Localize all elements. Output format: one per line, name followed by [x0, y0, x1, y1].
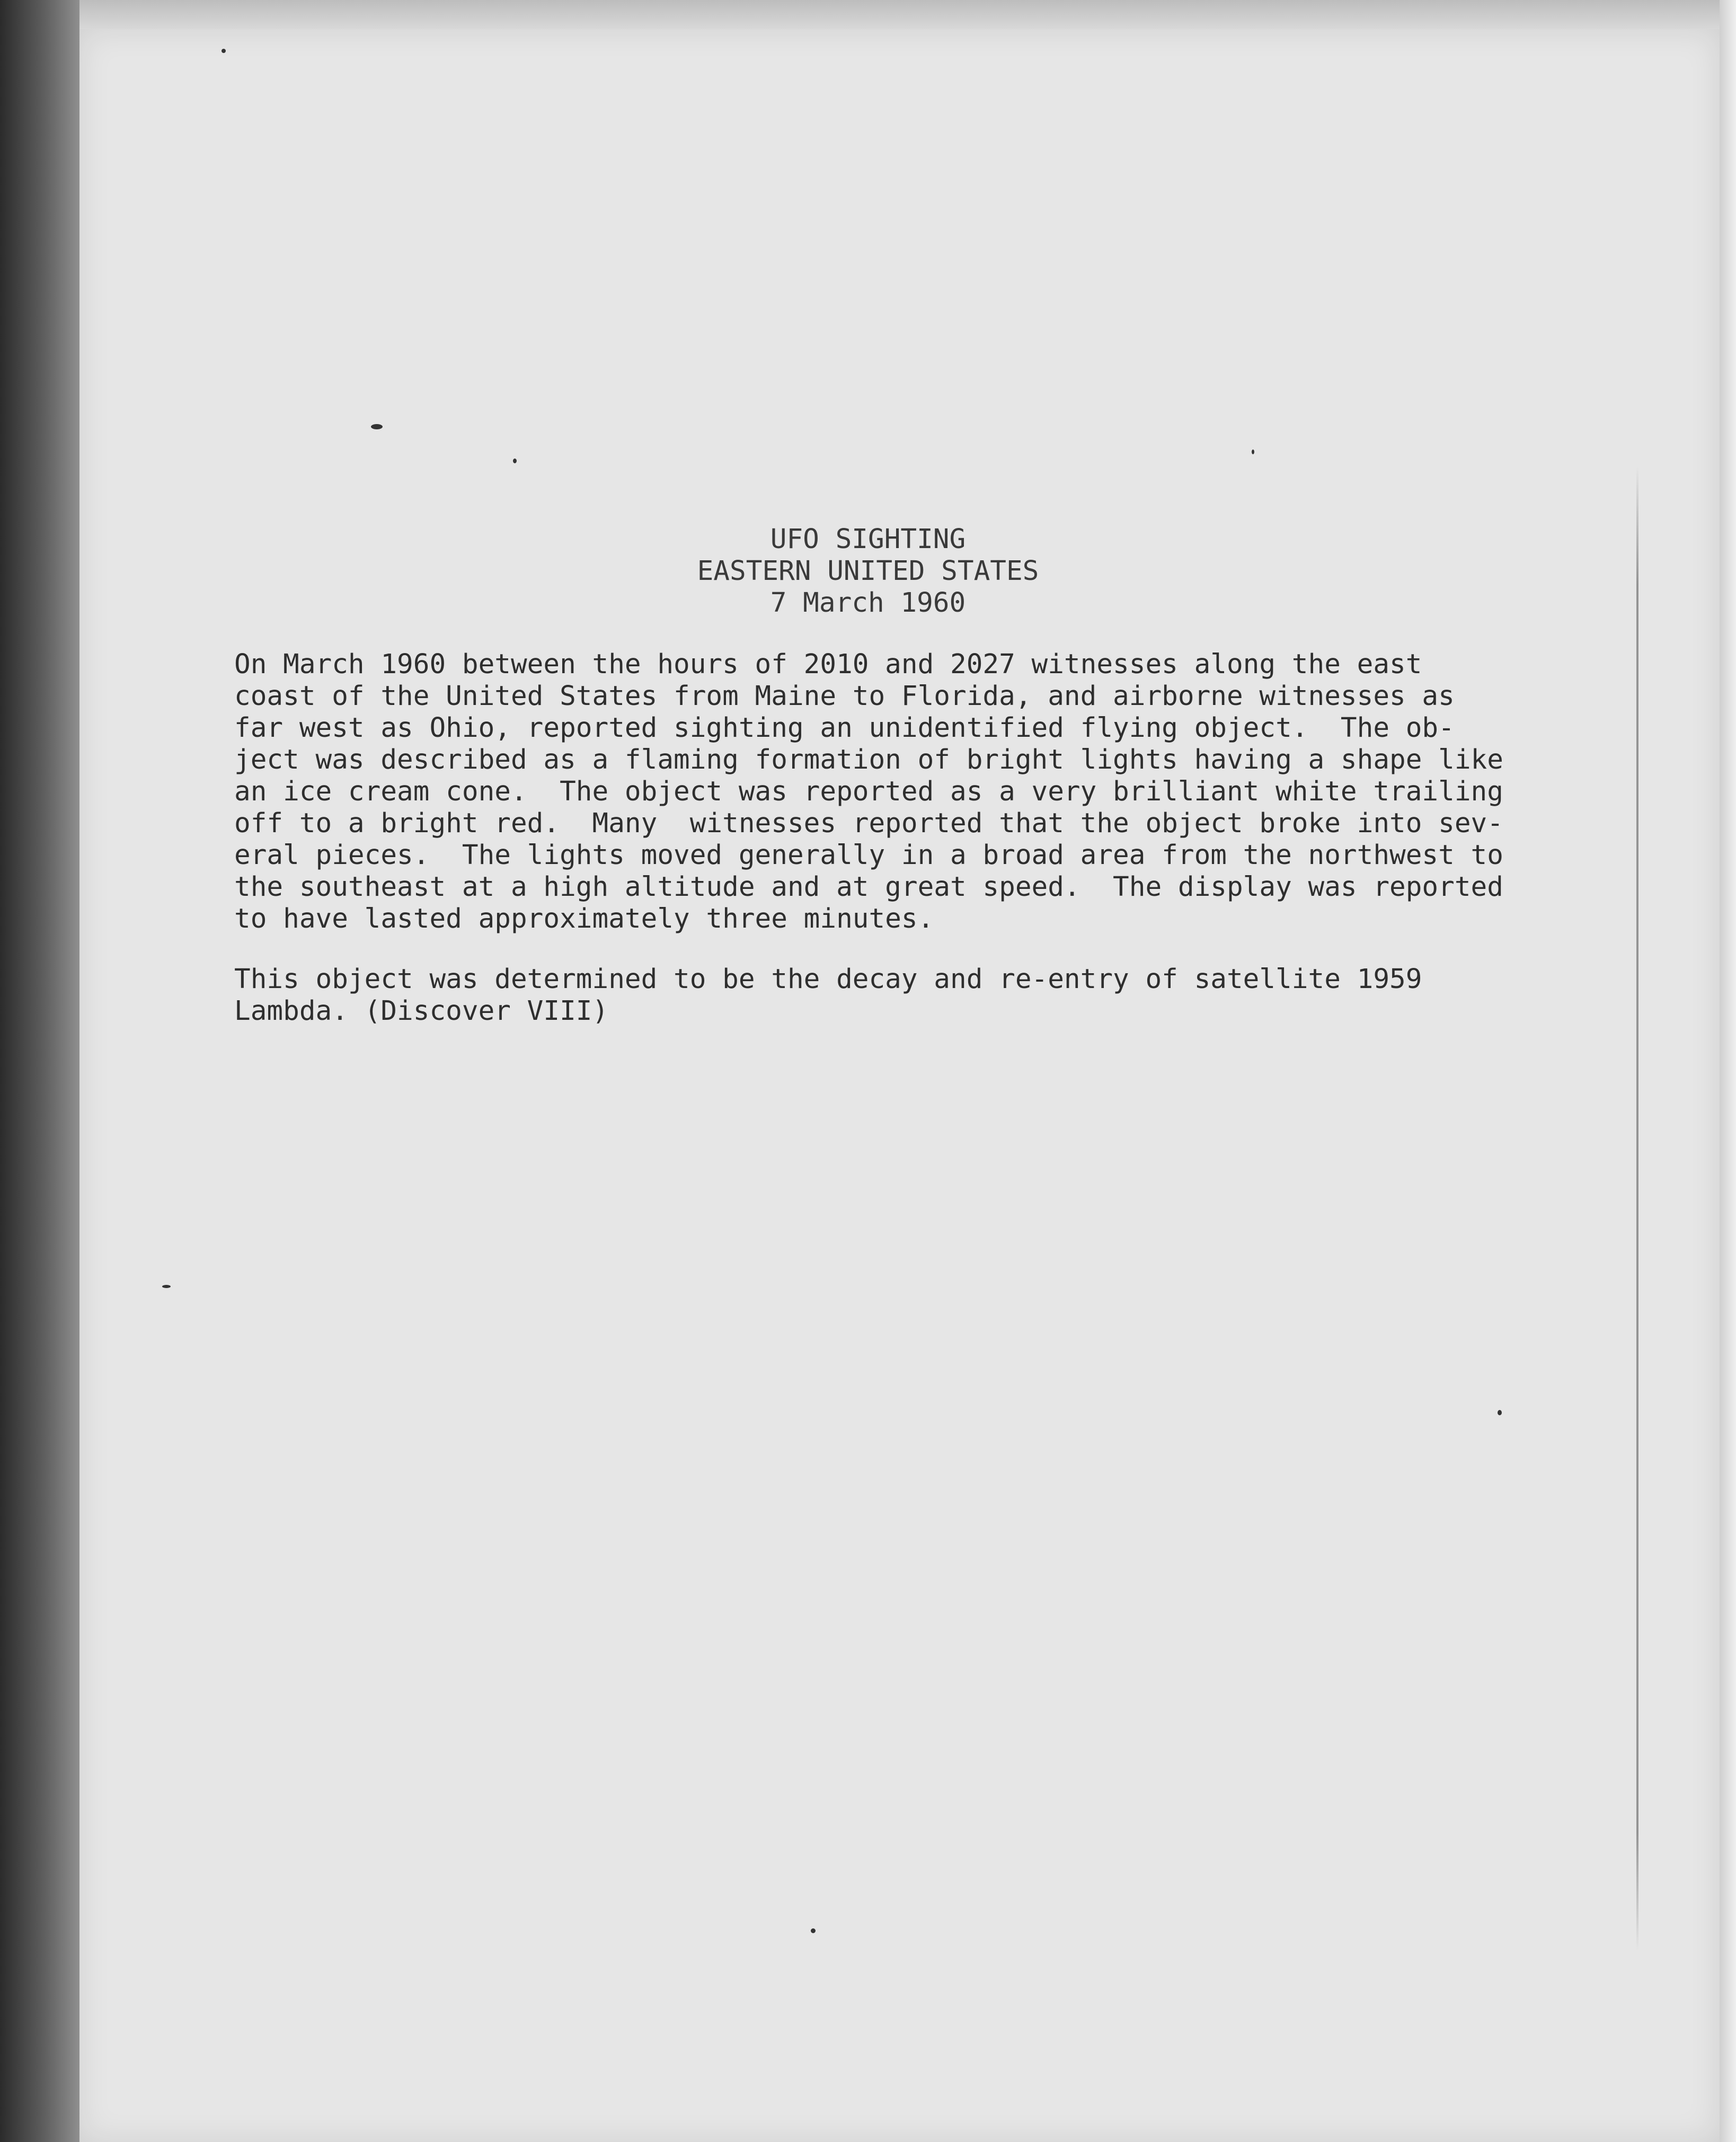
paper-fold-line: [1636, 466, 1638, 1951]
scan-right-border: [1720, 0, 1736, 2142]
scan-speck: [162, 1285, 171, 1288]
scan-speck: [1252, 449, 1254, 454]
paragraph-1-line: an ice cream cone. The object was reported as a very brilliant white trailing: [234, 776, 1503, 807]
paragraph-2-line: This object was determined to be the decay and re-entry of satellite 1959: [234, 964, 1422, 995]
paragraph-2-line: Lambda. (Discover VIII): [234, 995, 609, 1027]
scan-speck: [1498, 1410, 1502, 1415]
title-line-1: UFO SIGHTING: [770, 524, 966, 555]
title-line-3: 7 March 1960: [770, 587, 966, 619]
paragraph-1-line: the southeast at a high altitude and at great speed. The display was reported: [234, 871, 1503, 903]
scan-speck: [371, 424, 383, 429]
scan-speck: [513, 459, 517, 463]
paragraph-1-line: far west as Ohio, reported sighting an unidentified flying object. The ob-: [234, 712, 1455, 744]
paragraph-1-line: On March 1960 between the hours of 2010 and 2027 witnesses along the east: [234, 649, 1422, 680]
paragraph-1-line: ject was described as a flaming formation of bright lights having a shape like: [234, 744, 1503, 775]
scan-speck: [222, 49, 226, 53]
paragraph-1-line: eral pieces. The lights moved generally in a broad area from the northwest to: [234, 840, 1503, 871]
paper-sheet: [79, 29, 1720, 2142]
scan-left-border: [0, 0, 79, 2142]
paragraph-1-line: off to a bright red. Many witnesses reported that the object broke into sev-: [234, 808, 1503, 839]
scan-top-border: [79, 0, 1736, 29]
scan-speck: [811, 1928, 816, 1933]
title-line-2: EASTERN UNITED STATES: [697, 556, 1039, 587]
paragraph-1-line: coast of the United States from Maine to Florida, and airborne witnesses as: [234, 681, 1455, 712]
paragraph-1-line: to have lasted approximately three minutes.: [234, 903, 934, 935]
